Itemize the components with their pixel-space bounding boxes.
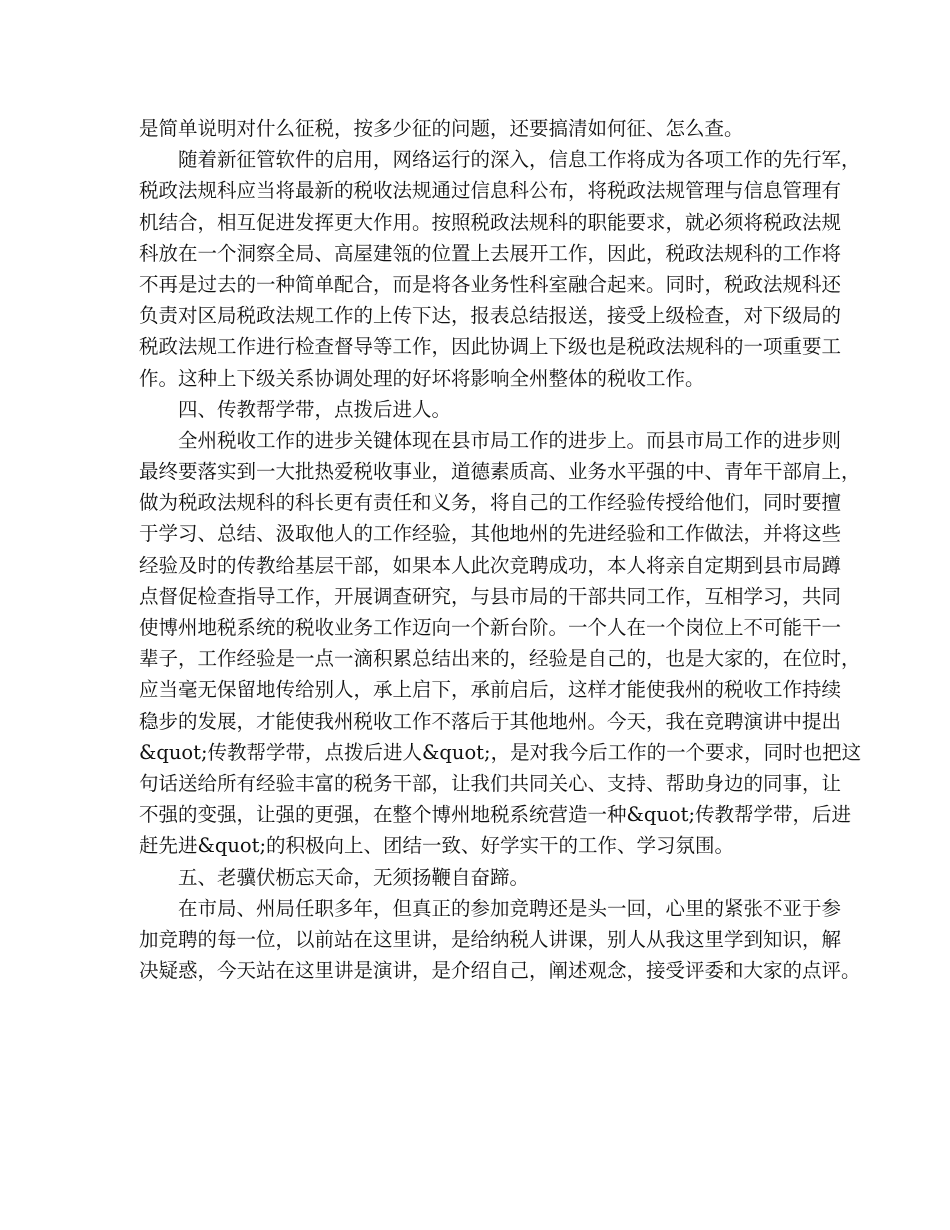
text-line: 税政法规科应当将最新的税收法规通过信息科公布，将税政法规管理与信息管理有 <box>139 179 842 203</box>
text-line: 税政法规工作进行检查督导等工作，因此协调上下级也是税政法规科的一项重要工 <box>139 335 842 359</box>
text-line: &quot;传教帮学带，点拨后进人&quot;，是对我今后工作的一个要求，同时也把这 <box>139 740 862 764</box>
text-line: 于学习、总结、汲取他人的工作经验，其他地州的先进经验和工作做法，并将这些 <box>139 522 842 546</box>
text-line: 不再是过去的一种简单配合，而是将各业务性科室融合起来。同时，税政法规科还 <box>139 272 842 296</box>
text-line: 机结合，相互促进发挥更大作用。按照税政法规科的职能要求，就必须将税政法规 <box>139 210 842 234</box>
text-line: 点督促检查指导工作，开展调查研究，与县市局的干部共同工作，互相学习，共同 <box>139 584 842 608</box>
text-line: 赶先进&quot;的积极向上、团结一致、好学实干的工作、学习氛围。 <box>139 834 735 858</box>
text-line: 全州税收工作的进步关键体现在县市局工作的进步上。而县市局工作的进步则 <box>139 428 842 452</box>
text-line: 辈子，工作经验是一点一滴积累总结出来的，经验是自己的，也是大家的，在位时， <box>139 647 861 671</box>
text-line: 是简单说明对什么征税，按多少征的问题，还要搞清如何征、怎么查。 <box>139 117 744 140</box>
text-line: 负责对区局税政法规工作的上传下达，报表总结报送，接受上级检查，对下级局的 <box>139 304 842 328</box>
text-line: 使博州地税系统的税收业务工作迈向一个新台阶。一个人在一个岗位上不可能干一 <box>139 616 842 639</box>
text-line: 不强的变强，让强的更强，在整个博州地税系统营造一种&quot;传教帮学带，后进 <box>139 803 852 827</box>
text-line: 经验及时的传教给基层干部，如果本人此次竞聘成功，本人将亲自定期到县市局蹲 <box>139 553 842 577</box>
text-line: 最终要落实到一大批热爱税收事业，道德素质高、业务水平强的中、青年干部肩上， <box>139 460 861 484</box>
text-line: 科放在一个洞察全局、高屋建瓴的位置上去展开工作，因此，税政法规科的工作将 <box>139 241 842 265</box>
section-heading: 五、老骥伏枥忘天命，无须扬鞭自奋蹄。 <box>139 865 530 889</box>
text-line: 作。这种上下级关系协调处理的好坏将影响全州整体的税收工作。 <box>139 366 705 390</box>
text-line: 在市局、州局任职多年，但真正的参加竞聘还是头一回，心里的紧张不亚于参 <box>139 896 842 920</box>
text-line: 句话送给所有经验丰富的税务干部，让我们共同关心、支持、帮助身边的同事，让 <box>139 771 842 795</box>
text-line: 稳步的发展，才能使我州税收工作不落后于其他地州。今天，我在竞聘演讲中提出 <box>139 709 842 733</box>
text-line: 加竞聘的每一位，以前站在这里讲，是给纳税人讲课，别人从我这里学到知识，解 <box>139 927 842 951</box>
text-line: 应当毫无保留地传给别人，承上启下，承前启后，这样才能使我州的税收工作持续 <box>139 678 842 702</box>
text-line: 随着新征管软件的启用，网络运行的深入，信息工作将成为各项工作的先行军， <box>139 148 861 172</box>
document-body <box>139 113 862 986</box>
text-line: 决疑惑，今天站在这里讲是演讲，是介绍自己，阐述观念，接受评委和大家的点评。 <box>139 959 861 983</box>
section-heading: 四、传教帮学带，点拨后进人。 <box>139 397 452 421</box>
text-line: 做为税政法规科的科长更有责任和义务，将自己的工作经验传授给他们，同时要擅 <box>139 491 842 515</box>
